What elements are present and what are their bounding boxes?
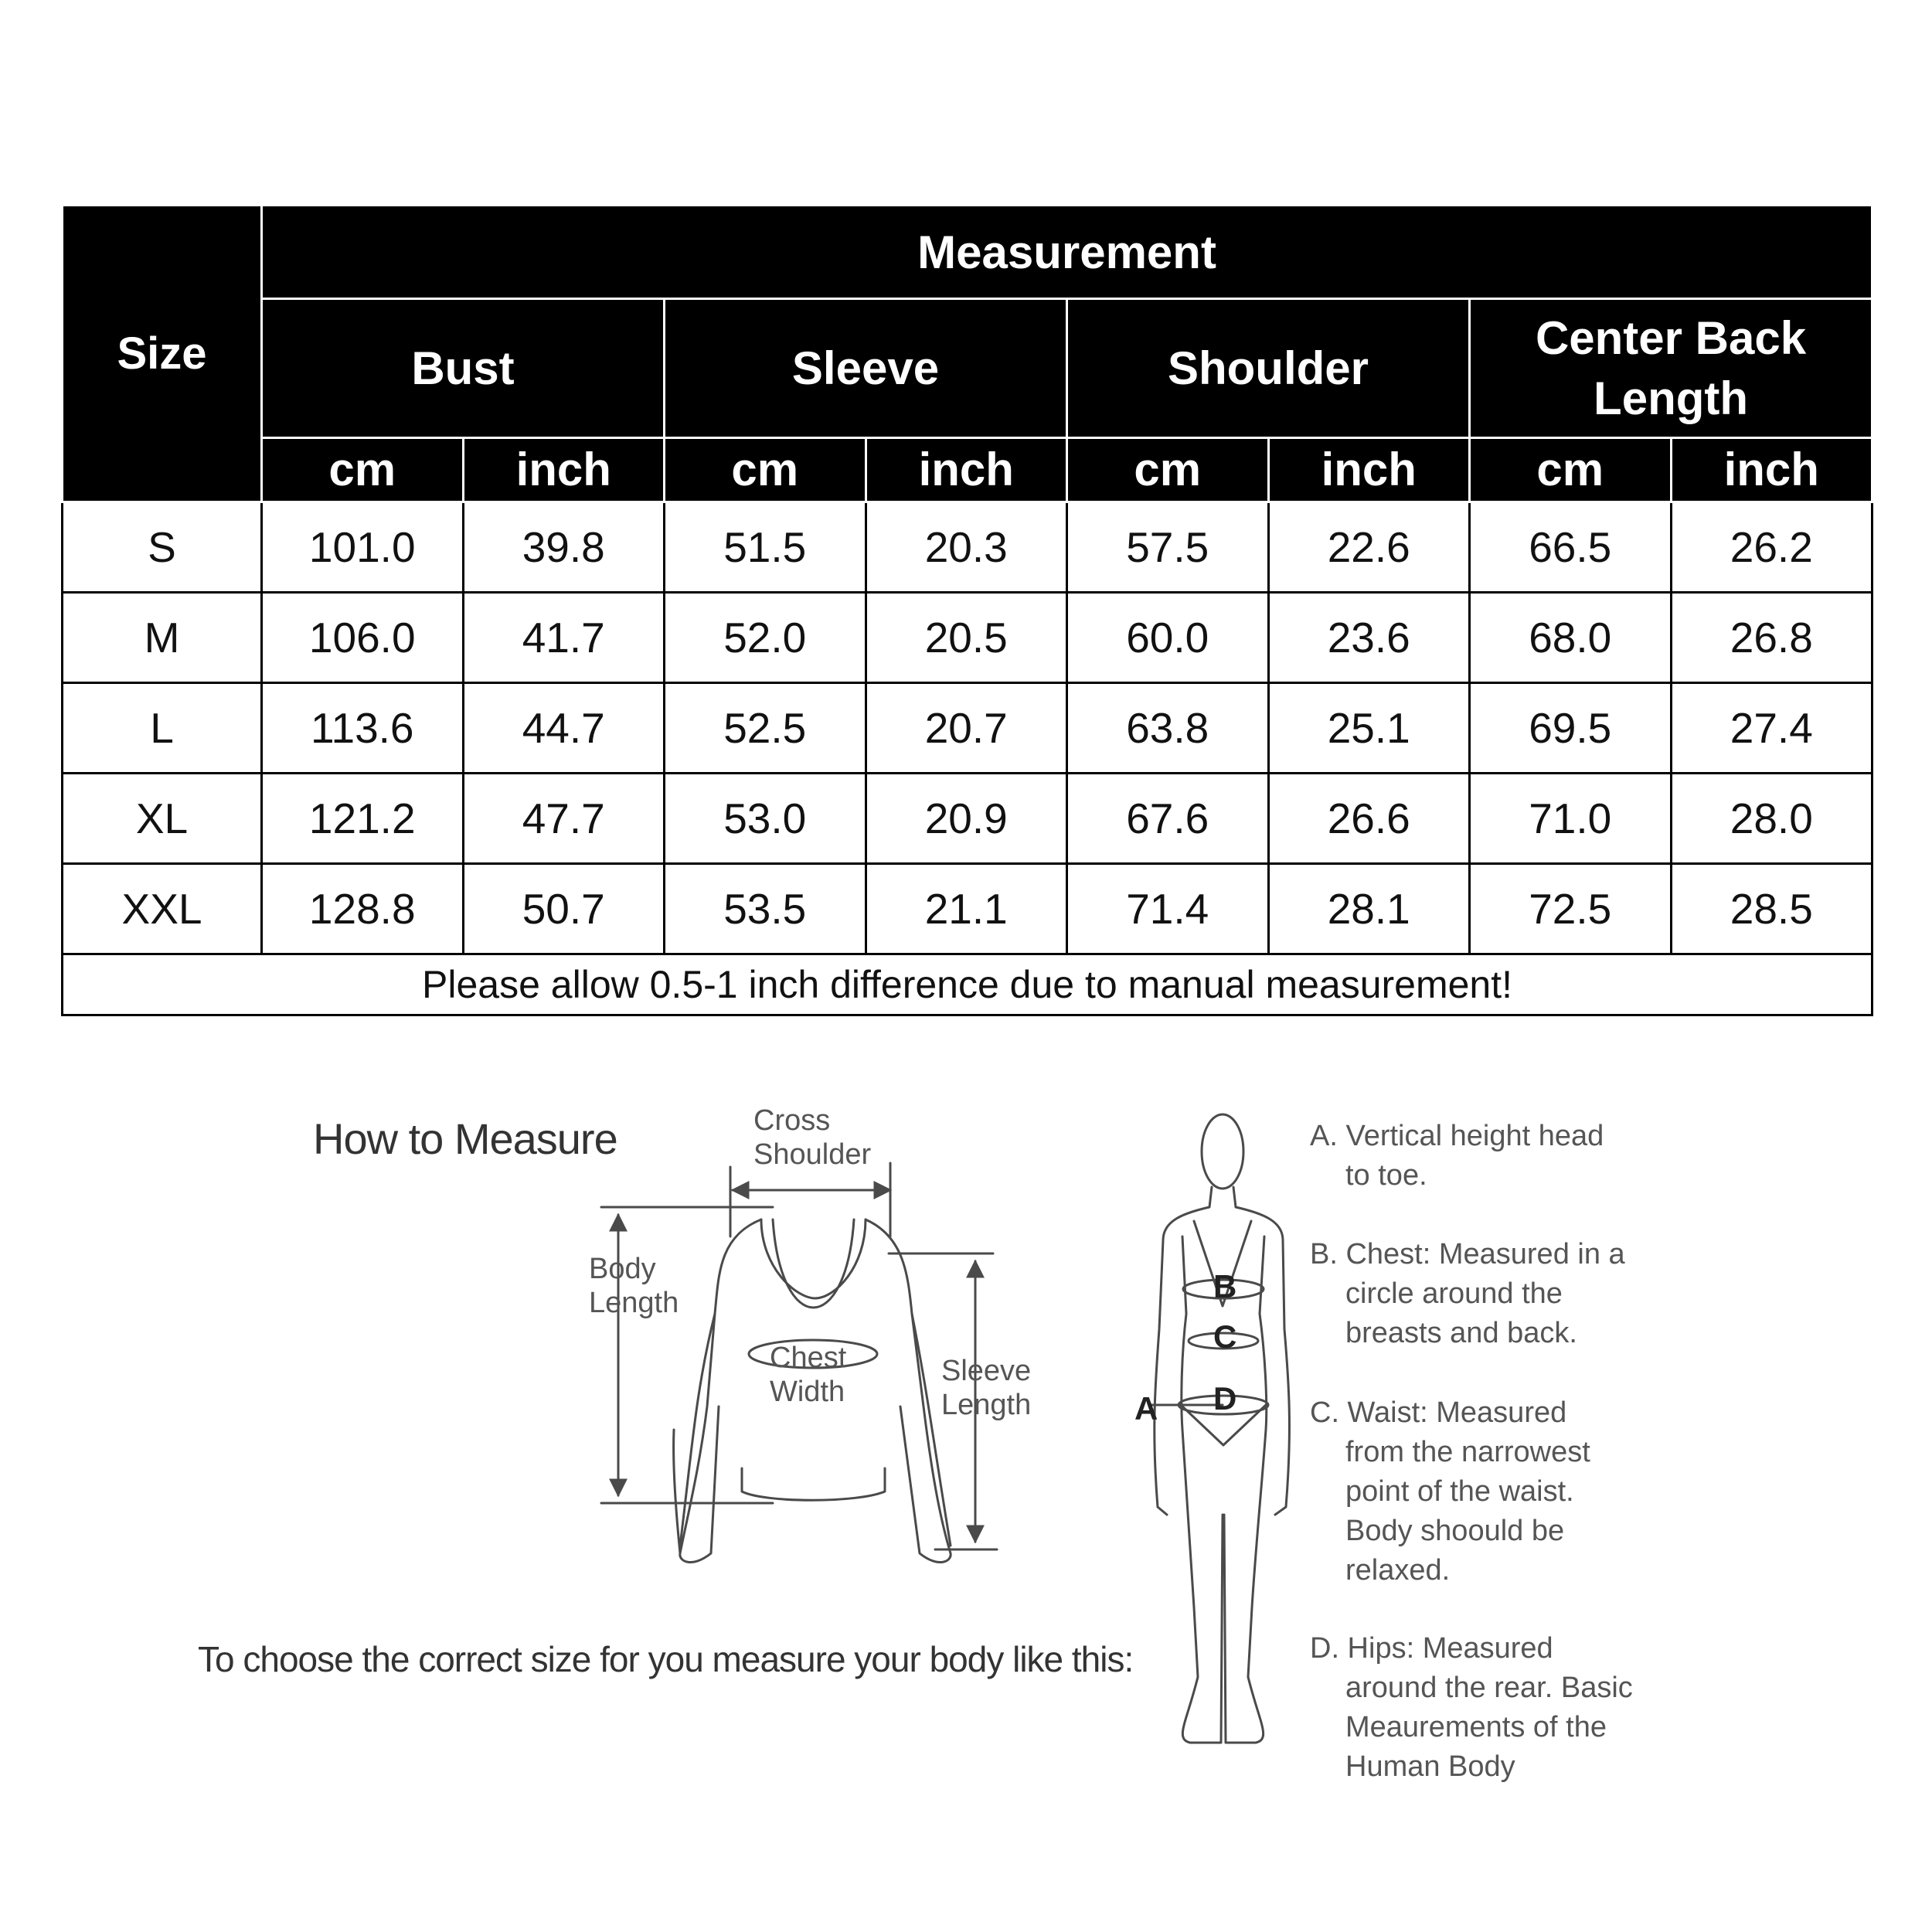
letter-b: B [1213,1268,1237,1304]
chest-width-label: Chest Width [770,1342,847,1408]
unit-header: inch [1671,437,1872,502]
table-cell: 60.0 [1067,593,1269,683]
description-c: C. Waist: Measured from the narrowest point of the waist. Body shoould be relaxed. [1310,1396,1590,1587]
table-cell: 52.0 [665,593,866,683]
table-cell: 66.5 [1470,502,1672,593]
table-cell: 21.1 [866,864,1067,954]
unit-header: cm [1067,437,1269,502]
shoulder-header: Shoulder [1067,299,1470,437]
table-cell: 121.2 [262,774,464,864]
unit-header: cm [665,437,866,502]
table-cell: 113.6 [262,683,464,774]
table-cell: 22.6 [1268,502,1470,593]
table-cell: 106.0 [262,593,464,683]
table-cell: 50.7 [463,864,665,954]
table-cell: 63.8 [1067,683,1269,774]
size-cell: XL [63,774,262,864]
size-cell: L [63,683,262,774]
size-cell: XXL [63,864,262,954]
table-cell: 71.4 [1067,864,1269,954]
size-column-header: Size [63,206,262,502]
table-cell: 23.6 [1268,593,1470,683]
table-cell: 28.0 [1671,774,1872,864]
description-d: D. Hips: Measured around the rear. Basic Meaurements of the Human Body [1310,1632,1633,1783]
unit-header: inch [463,437,665,502]
center-back-length-header: Center Back Length [1470,299,1872,437]
size-cell: M [63,593,262,683]
table-cell: 69.5 [1470,683,1672,774]
letter-d: D [1213,1380,1237,1417]
unit-header: inch [866,437,1067,502]
how-to-measure-title: How to Measure [313,1114,617,1163]
table-cell: 52.5 [665,683,866,774]
table-cell: 20.7 [866,683,1067,774]
table-cell: 57.5 [1067,502,1269,593]
table-cell: 72.5 [1470,864,1672,954]
table-cell: 68.0 [1470,593,1672,683]
table-cell: 26.2 [1671,502,1872,593]
sleeve-header: Sleeve [665,299,1067,437]
table-cell: 39.8 [463,502,665,593]
table-cell: 47.7 [463,774,665,864]
cross-shoulder-label: Cross Shoulder [753,1104,872,1171]
table-cell: 101.0 [262,502,464,593]
description-a: A. Vertical height head to toe. [1310,1120,1604,1192]
table-cell: 71.0 [1470,774,1672,864]
size-cell: S [63,502,262,593]
body-length-label: Body Length [589,1253,679,1319]
table-cell: 27.4 [1671,683,1872,774]
measurement-header: Measurement [262,206,1872,299]
letter-c: C [1213,1318,1237,1355]
bust-header: Bust [262,299,665,437]
measurement-note: Please allow 0.5-1 inch difference due to manual measurement! [63,954,1872,1015]
table-cell: 26.6 [1268,774,1470,864]
table-cell: 51.5 [665,502,866,593]
table-cell: 20.9 [866,774,1067,864]
unit-header: cm [262,437,464,502]
table-cell: 26.8 [1671,593,1872,683]
table-cell: 128.8 [262,864,464,954]
description-b: B. Chest: Measured in a circle around the breasts and back. [1310,1238,1625,1349]
measure-instruction: To choose the correct size for you measure your body like this: [198,1639,1134,1679]
sleeve-length-label: Sleeve Length [941,1355,1032,1421]
table-cell: 20.3 [866,502,1067,593]
unit-header: inch [1268,437,1470,502]
table-cell: 53.5 [665,864,866,954]
table-cell: 44.7 [463,683,665,774]
table-cell: 67.6 [1067,774,1269,864]
human-body-icon [1151,1114,1289,1743]
letter-a: A [1134,1390,1158,1427]
table-cell: 20.5 [866,593,1067,683]
table-cell: 28.1 [1268,864,1470,954]
table-cell: 25.1 [1268,683,1470,774]
unit-header: cm [1470,437,1672,502]
table-cell: 53.0 [665,774,866,864]
table-cell: 41.7 [463,593,665,683]
table-cell: 28.5 [1671,864,1872,954]
